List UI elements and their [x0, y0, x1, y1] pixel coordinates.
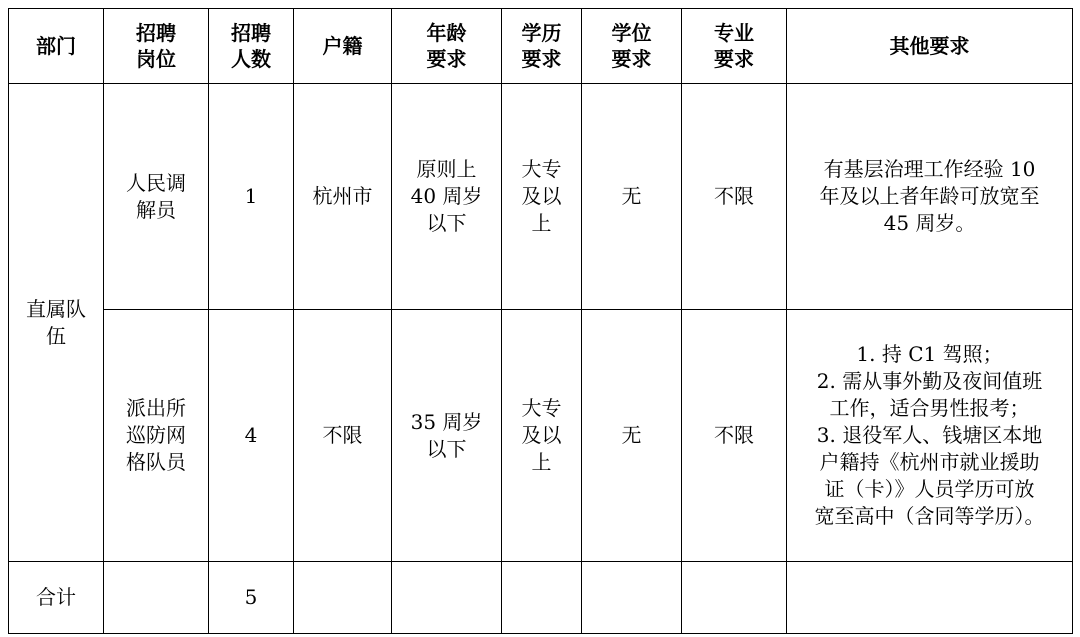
- table-row: [9, 84, 1073, 310]
- empty-cell: [392, 562, 502, 634]
- empty-cell: [294, 562, 392, 634]
- empty-cell: [582, 562, 682, 634]
- table-row: [9, 310, 1073, 562]
- other-cell: 有基层治理工作经验 10 年及以上者年龄可放宽至 45 周岁。: [787, 84, 1073, 310]
- header-row: [9, 9, 1073, 84]
- department-cell: 直属队 伍: [9, 84, 104, 562]
- major-cell: 不限: [682, 84, 787, 310]
- hukou-cell: 杭州市: [294, 84, 392, 310]
- degree-cell: 无: [582, 310, 682, 562]
- recruitment-table: [8, 8, 1073, 634]
- header-position: 招聘 岗位: [104, 9, 209, 84]
- header-other: 其他要求: [787, 9, 1073, 84]
- header-education: 学历 要求: [502, 9, 582, 84]
- hukou-cell: 不限: [294, 310, 392, 562]
- empty-cell: [682, 562, 787, 634]
- header-hukou: 户籍: [294, 9, 392, 84]
- total-count-cell: 5: [209, 562, 294, 634]
- degree-cell: 无: [582, 84, 682, 310]
- empty-cell: [787, 562, 1073, 634]
- position-cell: 人民调 解员: [104, 84, 209, 310]
- total-row: [9, 562, 1073, 634]
- header-count: 招聘 人数: [209, 9, 294, 84]
- age-cell: 35 周岁 以下: [392, 310, 502, 562]
- position-cell: 派出所 巡防网 格队员: [104, 310, 209, 562]
- empty-cell: [502, 562, 582, 634]
- age-cell: 原则上 40 周岁 以下: [392, 84, 502, 310]
- empty-cell: [104, 562, 209, 634]
- header-age: 年龄 要求: [392, 9, 502, 84]
- education-cell: 大专 及以 上: [502, 84, 582, 310]
- other-cell: 1. 持 C1 驾照； 2. 需从事外勤及夜间值班 工作，适合男性报考； 3. 退役军人、钱塘区本地 户籍持《杭州市就业援助 证（卡）》人员学历可放 宽至高中（含同等学历）。: [787, 310, 1073, 562]
- header-dept: 部门: [9, 9, 104, 84]
- total-label-cell: 合计: [9, 562, 104, 634]
- count-cell: 1: [209, 84, 294, 310]
- education-cell: 大专 及以 上: [502, 310, 582, 562]
- header-degree: 学位 要求: [582, 9, 682, 84]
- major-cell: 不限: [682, 310, 787, 562]
- header-major: 专业 要求: [682, 9, 787, 84]
- count-cell: 4: [209, 310, 294, 562]
